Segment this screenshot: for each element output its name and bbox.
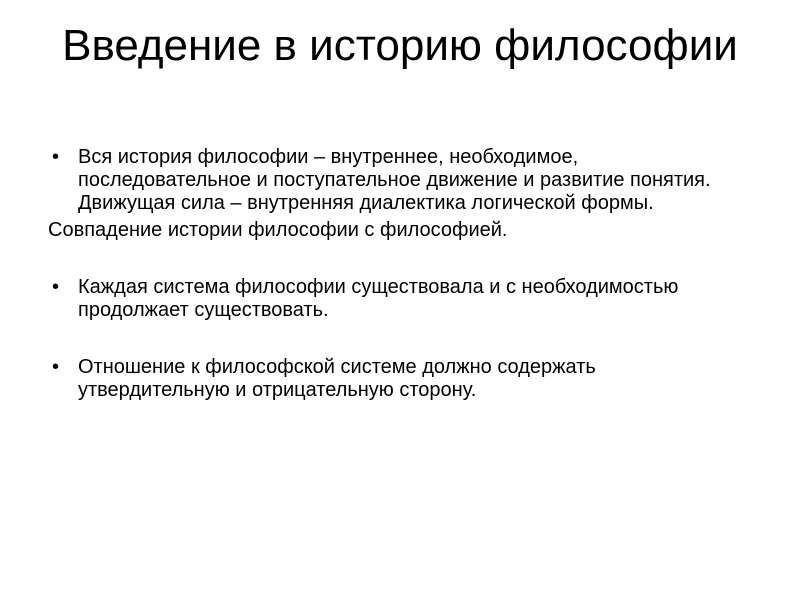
spacer	[48, 242, 748, 276]
bullet-item-1	[48, 146, 748, 215]
bullet-item-3	[48, 356, 748, 402]
plain-text: Совпадение истории философии с философией.	[48, 219, 508, 241]
bullet-text: Вся история философии – внутреннее, необходимое, последовательное и поступательное движение и развитие понятия. Движущая сила – внутренняя диалектика логической формы.	[78, 146, 711, 214]
slide-content	[48, 146, 748, 402]
spacer	[48, 322, 748, 356]
bullet-text: Каждая система философии существовала и с необходимостью продолжает существовать.	[78, 276, 679, 321]
bullet-icon: •	[52, 276, 60, 298]
plain-item	[48, 219, 748, 242]
bullet-icon: •	[52, 146, 60, 168]
bullet-icon: •	[52, 356, 60, 378]
bullet-text: Отношение к философской системе должно содержать утвердительную и отрицательную сторону.	[78, 356, 596, 401]
slide-title: Введение в историю философии	[62, 21, 738, 70]
bullet-item-2	[48, 276, 748, 322]
